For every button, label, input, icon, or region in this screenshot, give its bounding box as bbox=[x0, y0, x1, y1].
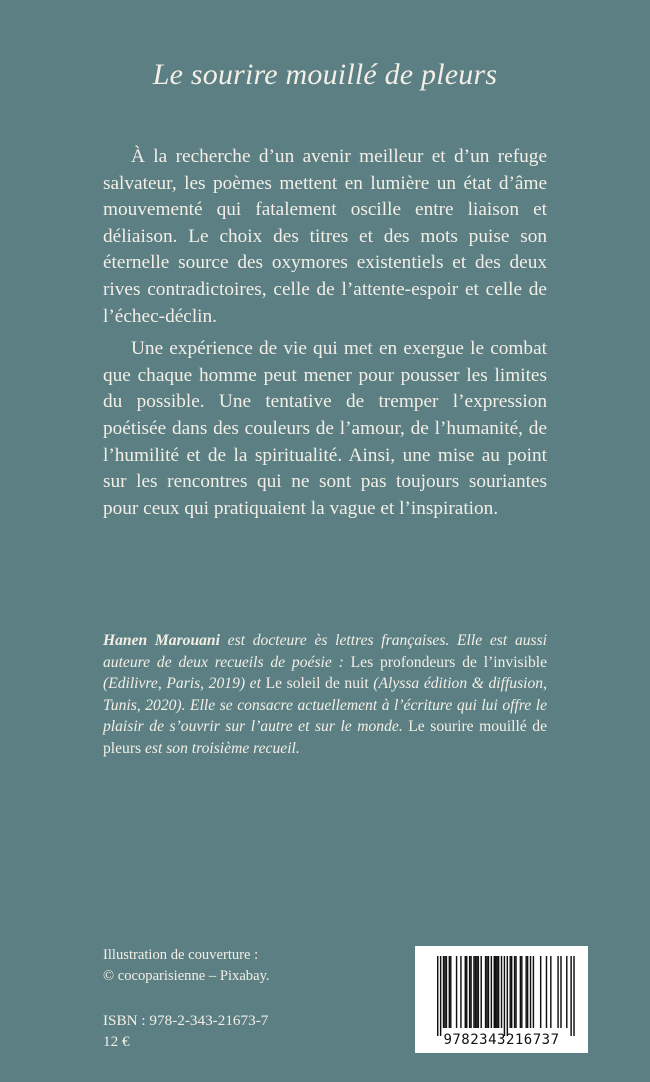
book-title-2: Le soleil de nuit bbox=[265, 675, 369, 693]
barcode-bar bbox=[495, 956, 496, 1028]
barcode-bar bbox=[498, 956, 499, 1028]
barcode-bar bbox=[443, 956, 444, 1028]
barcode-bar bbox=[476, 956, 477, 1028]
barcode-bar bbox=[466, 956, 467, 1028]
blurb-paragraph: À la recherche d’un avenir meilleur et d’un refuge salvateur, les poèmes mettent en lumière un état d’âme mouvementé qui fatalement oscille entre liaison et déliaison. Le choix des titres et des mots puise son éternelle source des oxymores existentiels et des deux rives contradictoires, celle de l’attente-espoir et celle de l’échec-déclin. bbox=[103, 146, 547, 327]
barcode-bar bbox=[514, 956, 515, 1028]
bio-text: est son troisième recueil. bbox=[141, 739, 300, 757]
barcode-bar bbox=[485, 956, 486, 1028]
barcode-graphic bbox=[415, 946, 588, 1053]
barcode-bar bbox=[530, 956, 531, 1028]
barcode-bar bbox=[570, 956, 571, 1036]
barcode-bar bbox=[473, 956, 474, 1028]
barcode-bar bbox=[573, 956, 574, 1036]
barcode-bar bbox=[550, 956, 551, 1028]
bio-text: (Edilivre, Paris, 2019) et bbox=[103, 675, 266, 693]
barcode-bar bbox=[510, 956, 511, 1028]
barcode-bar bbox=[475, 956, 476, 1028]
barcode bbox=[415, 946, 588, 1053]
barcode-bar bbox=[504, 956, 505, 1036]
price-text: 12 € bbox=[103, 1033, 130, 1050]
barcode-bar bbox=[515, 956, 516, 1028]
illustration-credits bbox=[103, 945, 270, 987]
blurb-paragraph: Une expérience de vie qui met en exergue le combat que chaque homme peut mener pour pousser les limites du possible. Une tentative de tremper l’expression poétisée dans des couleurs de l’amour, de l’humanité, de l’humilité et de la spiritualité. Ainsi, une mise au point sur les rencontres qui ne sont pas toujours souriantes pour ceux qui pratiquaient la vague et l’inspiration. bbox=[103, 338, 547, 519]
author-bio bbox=[103, 630, 547, 760]
credit-line: Illustration de couverture : bbox=[103, 947, 259, 963]
barcode-bar bbox=[469, 956, 470, 1028]
barcode-digits: 9782343216737 bbox=[443, 1032, 560, 1048]
barcode-bar bbox=[511, 956, 512, 1028]
book-title: Le sourire mouillé de pleurs bbox=[152, 58, 498, 91]
barcode-bar bbox=[557, 956, 558, 1028]
barcode-bar bbox=[560, 956, 561, 1028]
isbn-text: ISBN : 978-2-343-21673-7 bbox=[103, 1012, 269, 1029]
barcode-bar bbox=[481, 956, 482, 1028]
barcode-bar bbox=[521, 956, 522, 1028]
barcode-bar bbox=[525, 956, 526, 1028]
bio-text: (Alyssa édition & diffusion, Tunis, 2020). Elle se consacre actuellement à l’écriture qui lui offre le plaisir de s’ouvrir sur l’autre et sur le monde. bbox=[103, 675, 547, 736]
barcode-bar bbox=[444, 956, 445, 1028]
barcode-bar bbox=[527, 956, 528, 1028]
barcode-bar bbox=[456, 956, 457, 1028]
barcode-bar bbox=[491, 956, 492, 1028]
barcode-bar bbox=[449, 956, 450, 1028]
barcode-bar bbox=[533, 956, 534, 1028]
author-name: Hanen Marouani bbox=[103, 632, 220, 649]
barcode-bar bbox=[460, 956, 461, 1028]
book-title-1: Les profondeurs de l’invisible bbox=[350, 653, 548, 671]
barcode-bar bbox=[478, 956, 479, 1028]
barcode-bar bbox=[450, 956, 451, 1028]
barcode-bar bbox=[496, 956, 497, 1028]
barcode-bar bbox=[440, 956, 441, 1036]
barcode-bar bbox=[501, 956, 502, 1028]
isbn-price-block bbox=[103, 1010, 268, 1052]
barcode-bar bbox=[465, 956, 466, 1028]
barcode-bar bbox=[446, 956, 447, 1028]
barcode-bar bbox=[566, 956, 567, 1028]
bio-text: est docteure ès lettres françaises. Elle est aussi auteure de deux recueils de poésie : bbox=[103, 632, 548, 671]
barcode-bar bbox=[437, 956, 438, 1036]
barcode-bar bbox=[488, 956, 489, 1028]
barcode-bar bbox=[540, 956, 541, 1028]
book-title-3: Le sourire mouillé de pleurs bbox=[103, 718, 547, 757]
barcode-bar bbox=[507, 956, 508, 1036]
barcode-bar bbox=[494, 956, 495, 1028]
barcode-bar bbox=[546, 956, 547, 1028]
barcode-bar bbox=[470, 956, 471, 1028]
credit-line: © cocoparisienne – Pixabay. bbox=[103, 968, 270, 984]
barcode-bar bbox=[486, 956, 487, 1028]
back-cover-blurb bbox=[103, 144, 547, 522]
barcode-bar bbox=[520, 956, 521, 1028]
